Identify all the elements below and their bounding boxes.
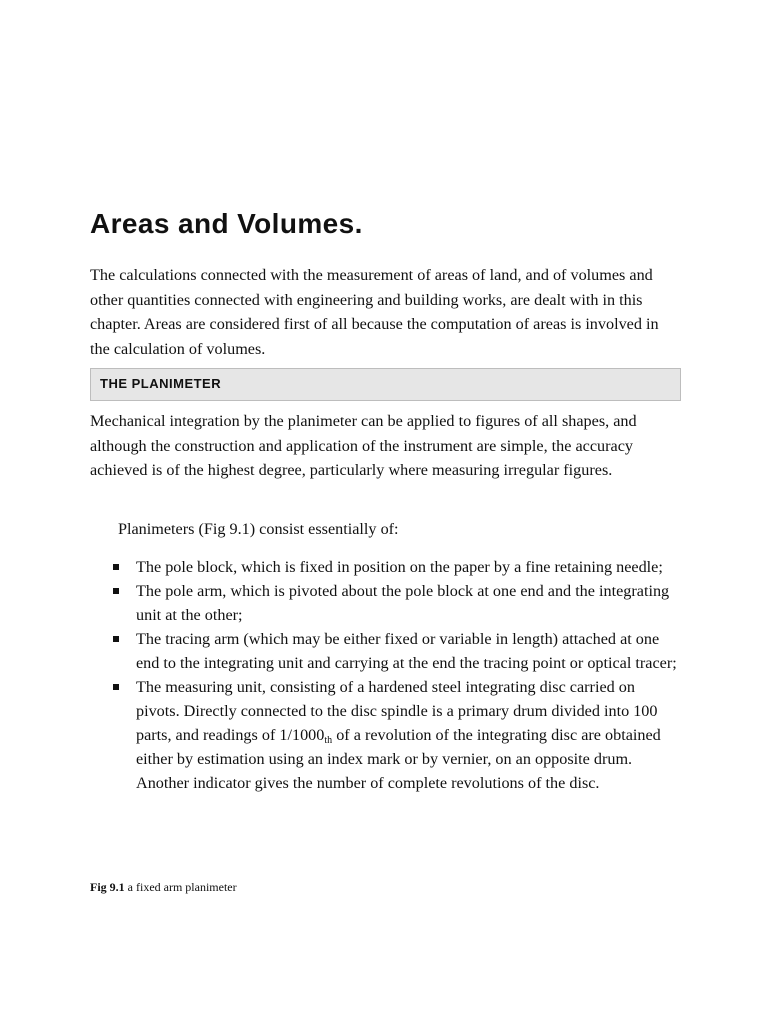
list-item — [90, 675, 682, 795]
chapter-title: Areas and Volumes. — [90, 208, 363, 239]
list-item — [90, 555, 682, 579]
list-lead-in: Planimeters (Fig 9.1) consist essentially of: — [118, 520, 399, 538]
section-heading: THE PLANIMETER — [100, 376, 222, 391]
list-item-text — [136, 678, 661, 792]
figure-caption-text: a fixed arm planimeter — [124, 880, 237, 894]
section-heading-bar — [90, 368, 681, 401]
list-item-text: The pole block, which is fixed in position on the paper by a fine retaining needle; — [136, 558, 663, 576]
figure-caption — [90, 879, 237, 895]
square-bullet-icon — [113, 684, 119, 690]
ordinal-subscript: th — [324, 735, 333, 746]
intro-paragraph: The calculations connected with the measurement of areas of land, and of volumes and other quantities connected with engineering and building works, are dealt with in this chapter. Areas are considered first of all because the computation of areas is involved in the calculation of volumes. — [90, 266, 659, 358]
planimeter-paragraph: Mechanical integration by the planimeter can be applied to figures of all shapes, and although the construction and application of the instrument are simple, the accuracy achieved is of the highest degree, particularly where measuring irregular figures. — [90, 412, 637, 479]
square-bullet-icon — [113, 636, 119, 642]
list-item-text: The pole arm, which is pivoted about the pole block at one end and the integrating unit at the other; — [136, 582, 670, 624]
component-list — [90, 555, 682, 795]
square-bullet-icon — [113, 588, 119, 594]
list-item — [90, 627, 682, 675]
list-item-text-after: of a revolution of the integrating disc are obtained either by estimation using an index mark or by vernier, on an opposite drum. Another indicator gives the number of complete revolutions of the disc. — [136, 726, 661, 792]
figure-label: Fig 9.1 — [90, 880, 125, 894]
list-item — [90, 579, 682, 627]
square-bullet-icon — [113, 564, 119, 570]
list-item-text-before: The measuring unit, consisting of a hardened steel integrating disc carried on pivots. Directly connected to the disc spindle is a primary drum divided into 100 parts, and readings of 1/1000 — [136, 678, 658, 744]
list-item-text: The tracing arm (which may be either fixed or variable in length) attached at one end to the integrating unit and carrying at the end the tracing point or optical tracer; — [136, 630, 677, 672]
